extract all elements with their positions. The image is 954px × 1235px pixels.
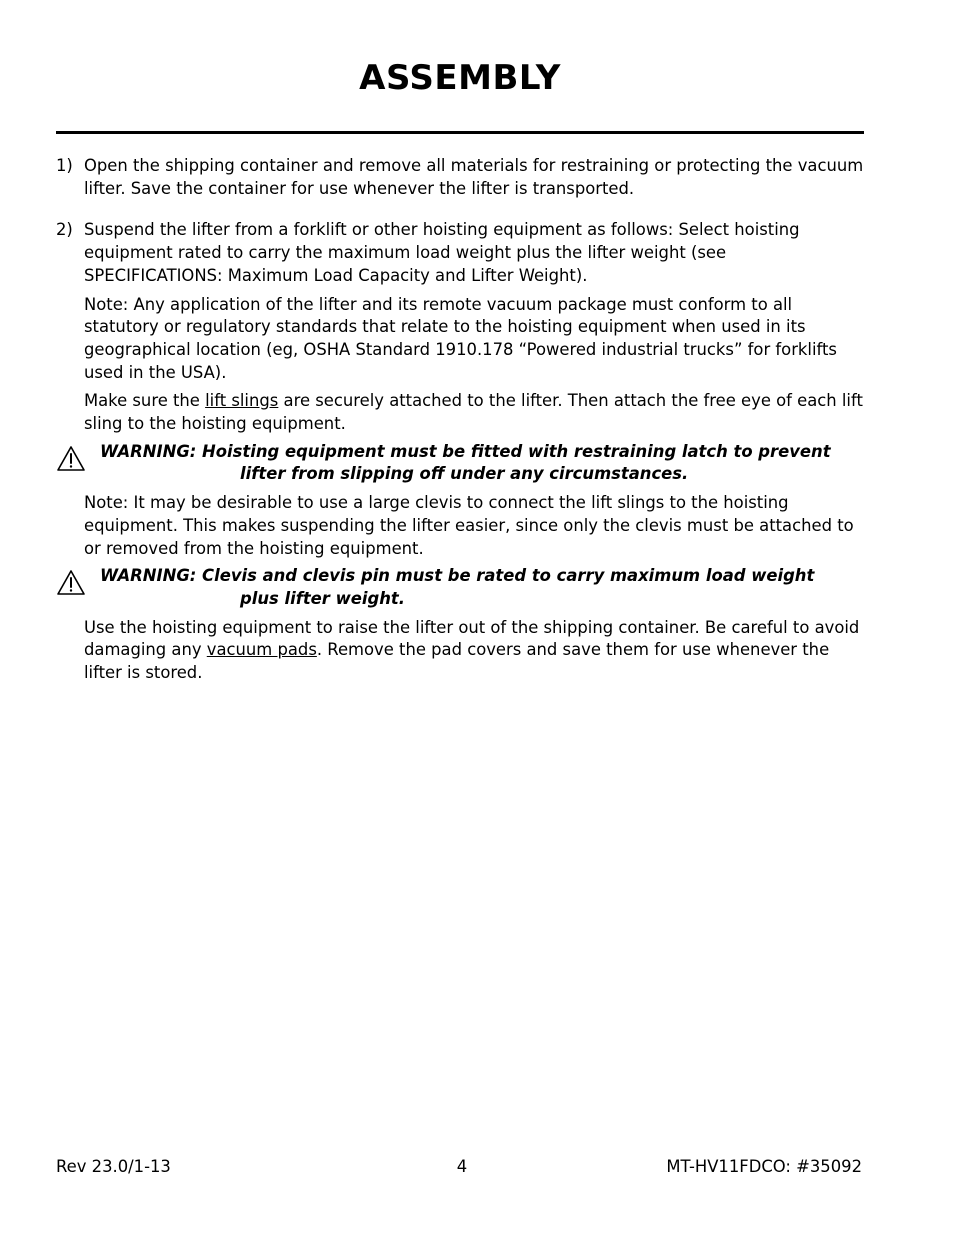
lift-slings-link[interactable]: lift slings [205, 391, 279, 411]
warning-text-line1: WARNING: Hoisting equipment must be fitted with restraining latch to prevent [100, 441, 831, 461]
warning-clevis-rating [56, 565, 866, 610]
step-number: 1) [56, 156, 73, 175]
warning-text-line2: plus lifter weight. [240, 588, 405, 608]
lift-slings-instruction [84, 390, 866, 435]
warning-restraining-latch [56, 441, 866, 486]
footer-revision: Rev 23.0/1-13 [56, 1157, 171, 1176]
title-divider [56, 131, 864, 134]
step-text: Suspend the lifter from a forklift or other hoisting equipment as follows: Select hoisting equipment rated to carry the maximum load weight plus the lifter weight (see SPECIFICATIONS: Maximum Load Capacity and Lifter Weight). [84, 220, 800, 285]
raise-text-after: . Remove the pad covers and save them for use whenever the lifter is stored. [84, 640, 830, 683]
warning-text-line1: WARNING: Clevis and clevis pin must be rated to carry maximum load weight [100, 566, 815, 586]
instructions-body [56, 155, 866, 685]
step-number: 2) [56, 220, 73, 240]
raise-text-before: Use the hoisting equipment to raise the lifter out of the shipping container. Be careful to avoid damaging any [84, 617, 860, 660]
step-2 [56, 219, 866, 684]
page-title: ASSEMBLY [359, 58, 561, 98]
footer-page-number: 4 [456, 1157, 468, 1176]
raise-lifter-instruction [84, 617, 866, 685]
note-standards: Note: Any application of the lifter and its remote vacuum package must conform to all statutory or regulatory standards that relate to the hoisting equipment when used in its geographical location (eg, OSHA Standard 1910.178 “Powered industrial trucks” for forklifts used in the USA). [84, 294, 837, 382]
warning-text-line2: lifter from slipping off under any circumstances. [240, 464, 689, 484]
step-1 [56, 155, 866, 200]
vacuum-pads-link[interactable]: vacuum pads [206, 640, 317, 660]
warning-triangle-icon [56, 445, 86, 472]
lift-slings-text-before: Make sure the [84, 391, 206, 411]
warning-triangle-icon [56, 569, 86, 596]
note-clevis: Note: It may be desirable to use a large clevis to connect the lift slings to the hoisting equipment. This makes suspending the lifter easier, since only the clevis must be attached to or removed from the hoisting equipment. [84, 493, 854, 558]
step-text: Open the shipping container and remove all materials for restraining or protecting the vacuum lifter. Save the container for use whenever the lifter is transported. [84, 156, 864, 198]
lift-slings-text-after: are securely attached to the lifter. Then attach the free eye of each lift sling to the hoisting equipment. [84, 391, 863, 434]
footer-doc-id: MT-HV11FDCO: #35092 [666, 1157, 862, 1176]
